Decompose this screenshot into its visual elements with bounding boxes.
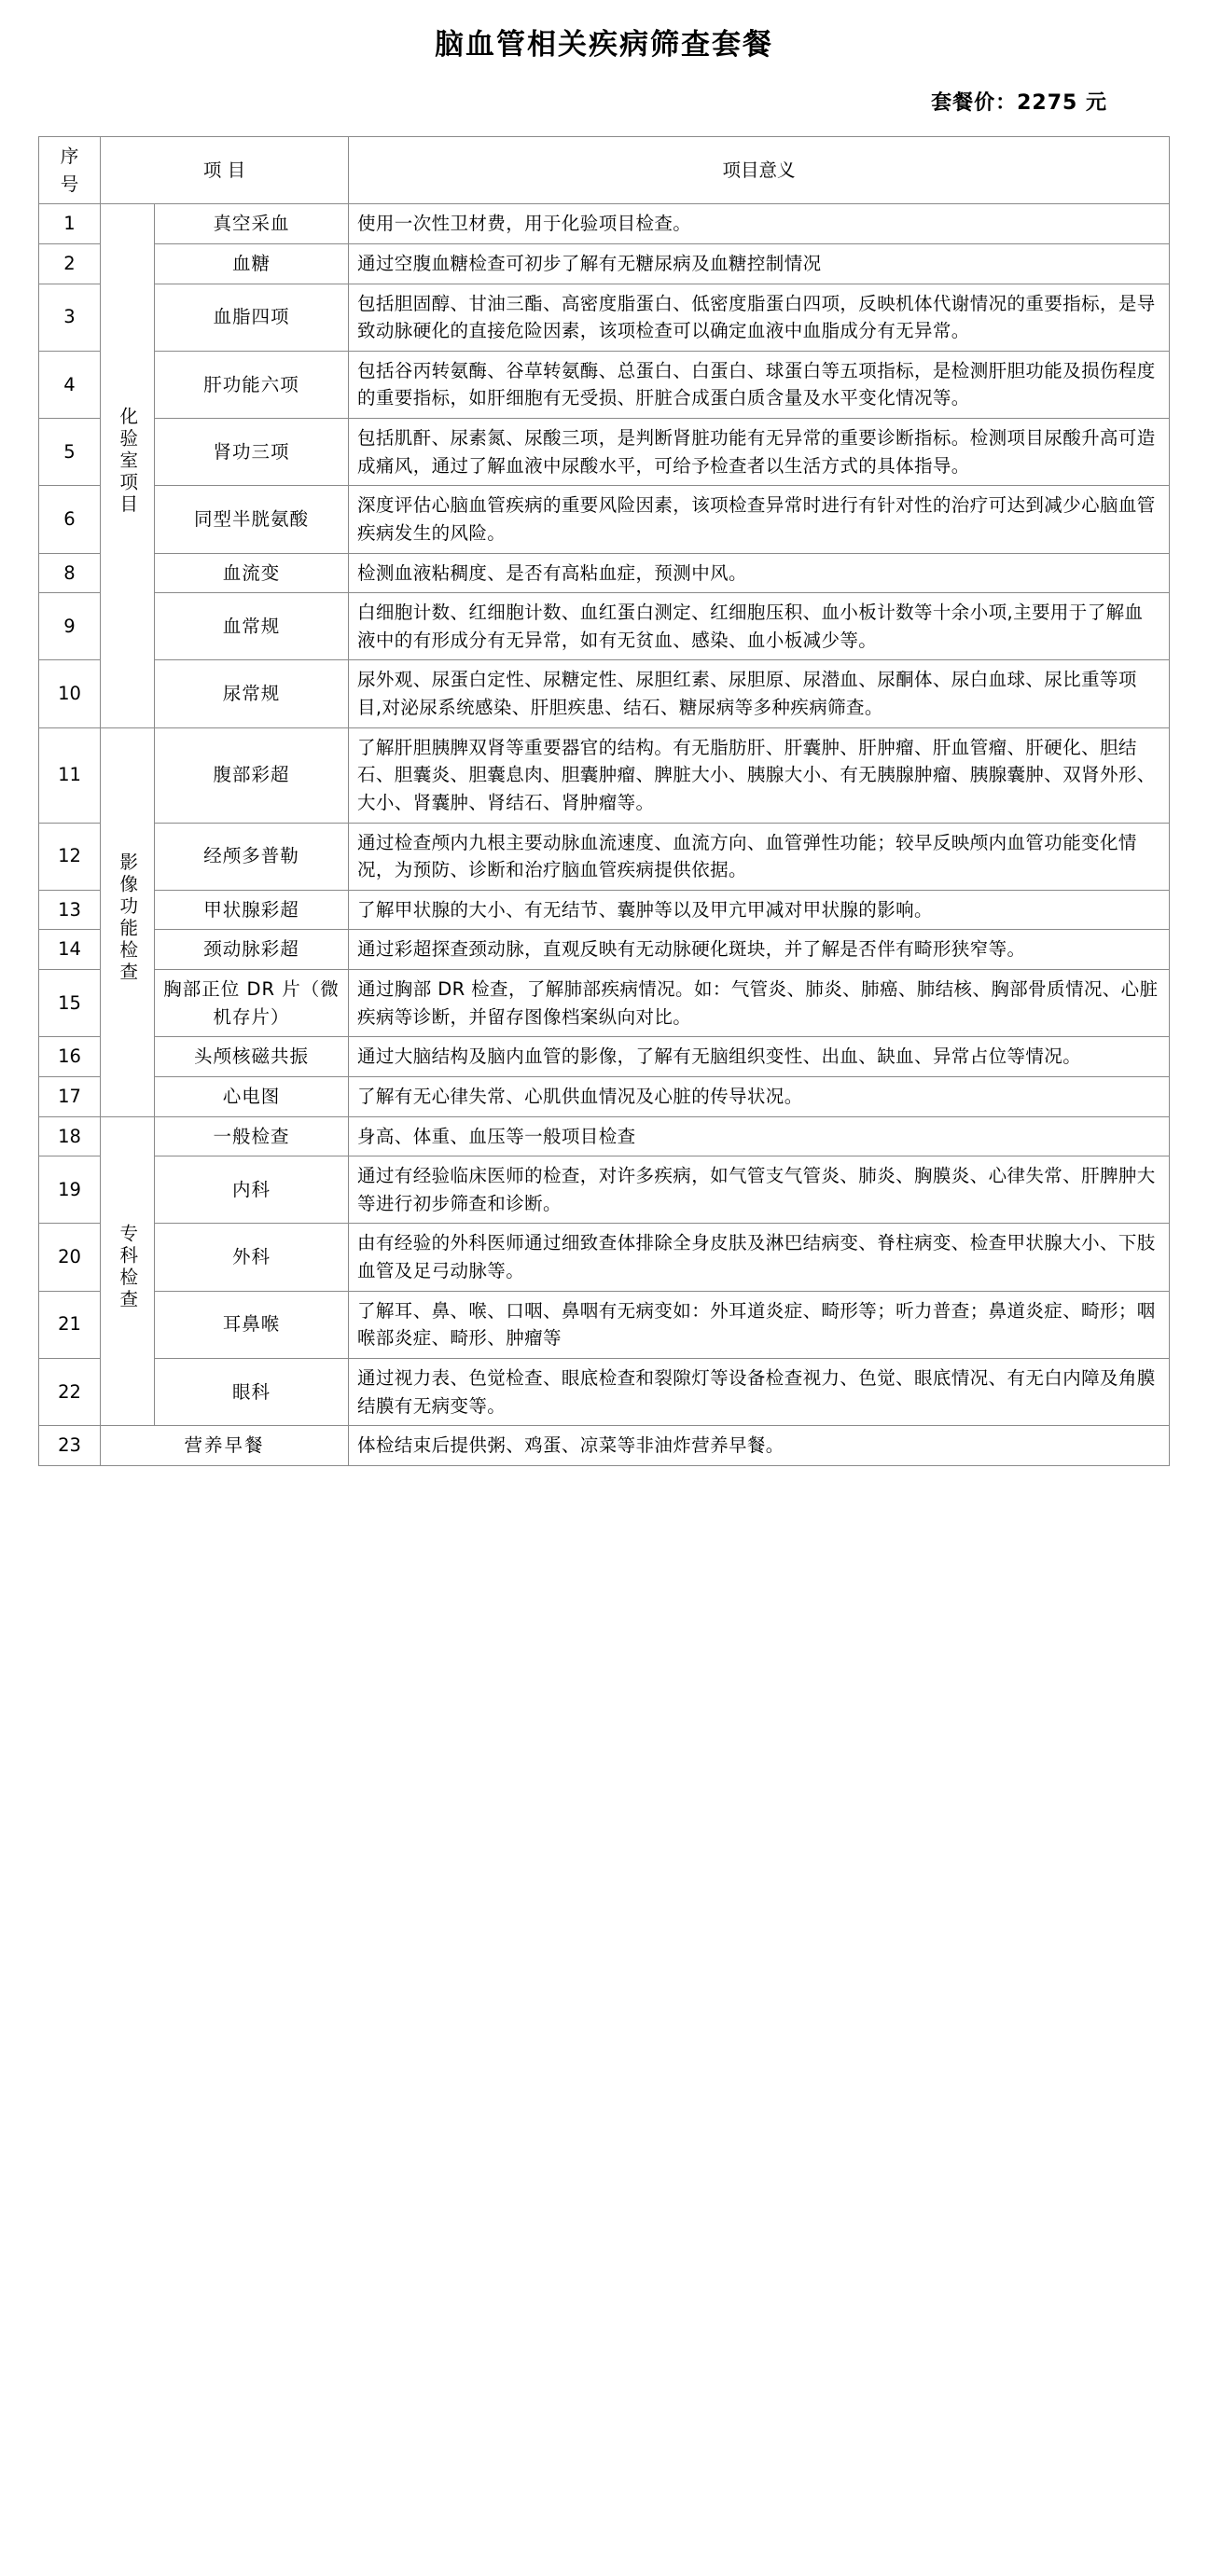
- row-no: 16: [38, 1037, 100, 1077]
- row-meaning: 通过彩超探查颈动脉，直观反映有无动脉硬化斑块，并了解是否伴有畸形狭窄等。: [349, 930, 1170, 970]
- table-row: [38, 593, 1169, 660]
- row-item: 外科: [154, 1224, 348, 1291]
- row-item: 耳鼻喉: [154, 1291, 348, 1358]
- column-header-no: [38, 137, 100, 204]
- row-meaning: 体检结束后提供粥、鸡蛋、凉菜等非油炸营养早餐。: [349, 1426, 1170, 1466]
- row-meaning: 通过有经验临床医师的检查，对许多疾病，如气管支气管炎、肺炎、胸膜炎、心律失常、肝脾肿大等进行初步筛查和诊断。: [349, 1156, 1170, 1224]
- row-item: 肾功三项: [154, 419, 348, 486]
- table-row: [38, 486, 1169, 553]
- row-item: 一般检查: [154, 1116, 348, 1156]
- row-meaning: 包括谷丙转氨酶、谷草转氨酶、总蛋白、白蛋白、球蛋白等五项指标，是检测肝胆功能及损伤程度的重要指标，如肝细胞有无受损、肝脏合成蛋白质含量及水平变化情况等。: [349, 351, 1170, 418]
- table-row: [38, 1037, 1169, 1077]
- row-no: 15: [38, 970, 100, 1037]
- row-no: 2: [38, 243, 100, 284]
- table-row: [38, 1291, 1169, 1358]
- row-meaning: 通过检查颅内九根主要动脉血流速度、血流方向、血管弹性功能；较早反映颅内血管功能变化情况，为预防、诊断和治疗脑血管疾病提供依据。: [349, 823, 1170, 890]
- page-title: 脑血管相关疾病筛查套餐: [435, 28, 773, 62]
- row-meaning: 了解甲状腺的大小、有无结节、囊肿等以及甲亢甲减对甲状腺的影响。: [349, 890, 1170, 930]
- table-row: [38, 970, 1169, 1037]
- row-meaning: 包括胆固醇、甘油三酯、高密度脂蛋白、低密度脂蛋白四项，反映机体代谢情况的重要指标，是导致动脉硬化的直接危险因素，该项检查可以确定血液中血脂成分有无异常。: [349, 284, 1170, 351]
- table-row: [38, 284, 1169, 351]
- table-row: [38, 351, 1169, 418]
- document-page: [0, 21, 1208, 2576]
- row-item: 胸部正位 DR 片（微机存片）: [154, 970, 348, 1037]
- row-no: 12: [38, 823, 100, 890]
- row-item: 颈动脉彩超: [154, 930, 348, 970]
- row-meaning: 通过视力表、色觉检查、眼底检查和裂隙灯等设备检查视力、色觉、眼底情况、有无白内障及角膜结膜有无病变等。: [349, 1358, 1170, 1425]
- row-item: 心电图: [154, 1076, 348, 1116]
- row-meaning: 通过空腹血糖检查可初步了解有无糖尿病及血糖控制情况: [349, 243, 1170, 284]
- row-no: 5: [38, 419, 100, 486]
- column-header-no-line2: 号: [60, 173, 79, 195]
- group-label-imaging-text: 影像功能检查: [117, 852, 139, 984]
- row-no: 6: [38, 486, 100, 553]
- row-item: 眼科: [154, 1358, 348, 1425]
- row-meaning: 检测血液粘稠度、是否有高粘血症，预测中风。: [349, 553, 1170, 593]
- table-header-row: [38, 137, 1169, 204]
- column-header-item: 项 目: [100, 137, 348, 204]
- package-table: [38, 136, 1170, 1466]
- row-no: 3: [38, 284, 100, 351]
- row-item: 营养早餐: [100, 1426, 348, 1466]
- group-label-lab: [100, 204, 154, 727]
- row-no: 20: [38, 1224, 100, 1291]
- table-row: [38, 1116, 1169, 1156]
- row-meaning: 深度评估心脑血管疾病的重要风险因素，该项检查异常时进行有针对性的治疗可达到减少心脑血管疾病发生的风险。: [349, 486, 1170, 553]
- table-row: [38, 1426, 1169, 1466]
- row-item: 肝功能六项: [154, 351, 348, 418]
- table-row: [38, 419, 1169, 486]
- row-meaning: 身高、体重、血压等一般项目检查: [349, 1116, 1170, 1156]
- row-no: 14: [38, 930, 100, 970]
- table-row: [38, 727, 1169, 823]
- row-item: 血常规: [154, 593, 348, 660]
- table-header: [38, 137, 1169, 204]
- row-meaning: 使用一次性卫材费，用于化验项目检查。: [349, 204, 1170, 244]
- table-row: [38, 1224, 1169, 1291]
- row-no: 18: [38, 1116, 100, 1156]
- row-no: 19: [38, 1156, 100, 1224]
- row-no: 1: [38, 204, 100, 244]
- table-row: [38, 930, 1169, 970]
- table-body: [38, 204, 1169, 1466]
- row-item: 尿常规: [154, 660, 348, 727]
- row-item: 同型半胱氨酸: [154, 486, 348, 553]
- row-item: 甲状腺彩超: [154, 890, 348, 930]
- row-meaning: 包括肌酐、尿素氮、尿酸三项，是判断肾脏功能有无异常的重要诊断指标。检测项目尿酸升高可造成痛风，通过了解血液中尿酸水平，可给予检查者以生活方式的具体指导。: [349, 419, 1170, 486]
- group-label-lab-text: 化验室项目: [117, 407, 139, 517]
- row-item: 头颅核磁共振: [154, 1037, 348, 1077]
- package-price: 套餐价：2275 元: [931, 91, 1107, 115]
- table-row: [38, 204, 1169, 244]
- table-row: [38, 1358, 1169, 1425]
- table-row: [38, 553, 1169, 593]
- row-meaning: 白细胞计数、红细胞计数、血红蛋白测定、红细胞压积、血小板计数等十余小项,主要用于了解血液中的有形成分有无异常，如有无贫血、感染、血小板减少等。: [349, 593, 1170, 660]
- row-item: 血糖: [154, 243, 348, 284]
- group-label-imaging: [100, 727, 154, 1116]
- table-row: [38, 1156, 1169, 1224]
- row-item: 经颅多普勒: [154, 823, 348, 890]
- row-meaning: 了解有无心律失常、心肌供血情况及心脏的传导状况。: [349, 1076, 1170, 1116]
- row-no: 4: [38, 351, 100, 418]
- row-meaning: 由有经验的外科医师通过细致查体排除全身皮肤及淋巴结病变、脊柱病变、检查甲状腺大小、下肢血管及足弓动脉等。: [349, 1224, 1170, 1291]
- table-row: [38, 890, 1169, 930]
- row-no: 8: [38, 553, 100, 593]
- row-no: 17: [38, 1076, 100, 1116]
- row-no: 10: [38, 660, 100, 727]
- row-no: 21: [38, 1291, 100, 1358]
- row-no: 23: [38, 1426, 100, 1466]
- row-meaning: 尿外观、尿蛋白定性、尿糖定性、尿胆红素、尿胆原、尿潜血、尿酮体、尿白血球、尿比重等项目,对泌尿系统感染、肝胆疾患、结石、糖尿病等多种疾病筛查。: [349, 660, 1170, 727]
- row-no: 22: [38, 1358, 100, 1425]
- row-meaning: 通过大脑结构及脑内血管的影像，了解有无脑组织变性、出血、缺血、异常占位等情况。: [349, 1037, 1170, 1077]
- row-no: 11: [38, 727, 100, 823]
- row-meaning: 了解肝胆胰脾双肾等重要器官的结构。有无脂肪肝、肝囊肿、肝肿瘤、肝血管瘤、肝硬化、胆结石、胆囊炎、胆囊息肉、胆囊肿瘤、脾脏大小、胰腺大小、有无胰腺肿瘤、胰腺囊肿、双肾外形、大小、肾囊肿、肾结石、肾肿瘤等。: [349, 727, 1170, 823]
- row-no: 9: [38, 593, 100, 660]
- row-item: 腹部彩超: [154, 727, 348, 823]
- column-header-no-line1: 序: [60, 145, 79, 167]
- row-item: 真空采血: [154, 204, 348, 244]
- row-item: 血流变: [154, 553, 348, 593]
- table-row: [38, 823, 1169, 890]
- group-label-specialty: [100, 1116, 154, 1426]
- row-meaning: 了解耳、鼻、喉、口咽、鼻咽有无病变如：外耳道炎症、畸形等；听力普查；鼻道炎症、畸形；咽喉部炎症、畸形、肿瘤等: [349, 1291, 1170, 1358]
- table-row: [38, 243, 1169, 284]
- row-no: 13: [38, 890, 100, 930]
- row-meaning: 通过胸部 DR 检查，了解肺部疾病情况。如：气管炎、肺炎、肺癌、肺结核、胸部骨质情况、心脏疾病等诊断，并留存图像档案纵向对比。: [349, 970, 1170, 1037]
- table-row: [38, 1076, 1169, 1116]
- group-label-specialty-text: 专科检查: [117, 1223, 139, 1311]
- table-row: [38, 660, 1169, 727]
- row-item: 内科: [154, 1156, 348, 1224]
- column-header-meaning: 项目意义: [349, 137, 1170, 204]
- row-item: 血脂四项: [154, 284, 348, 351]
